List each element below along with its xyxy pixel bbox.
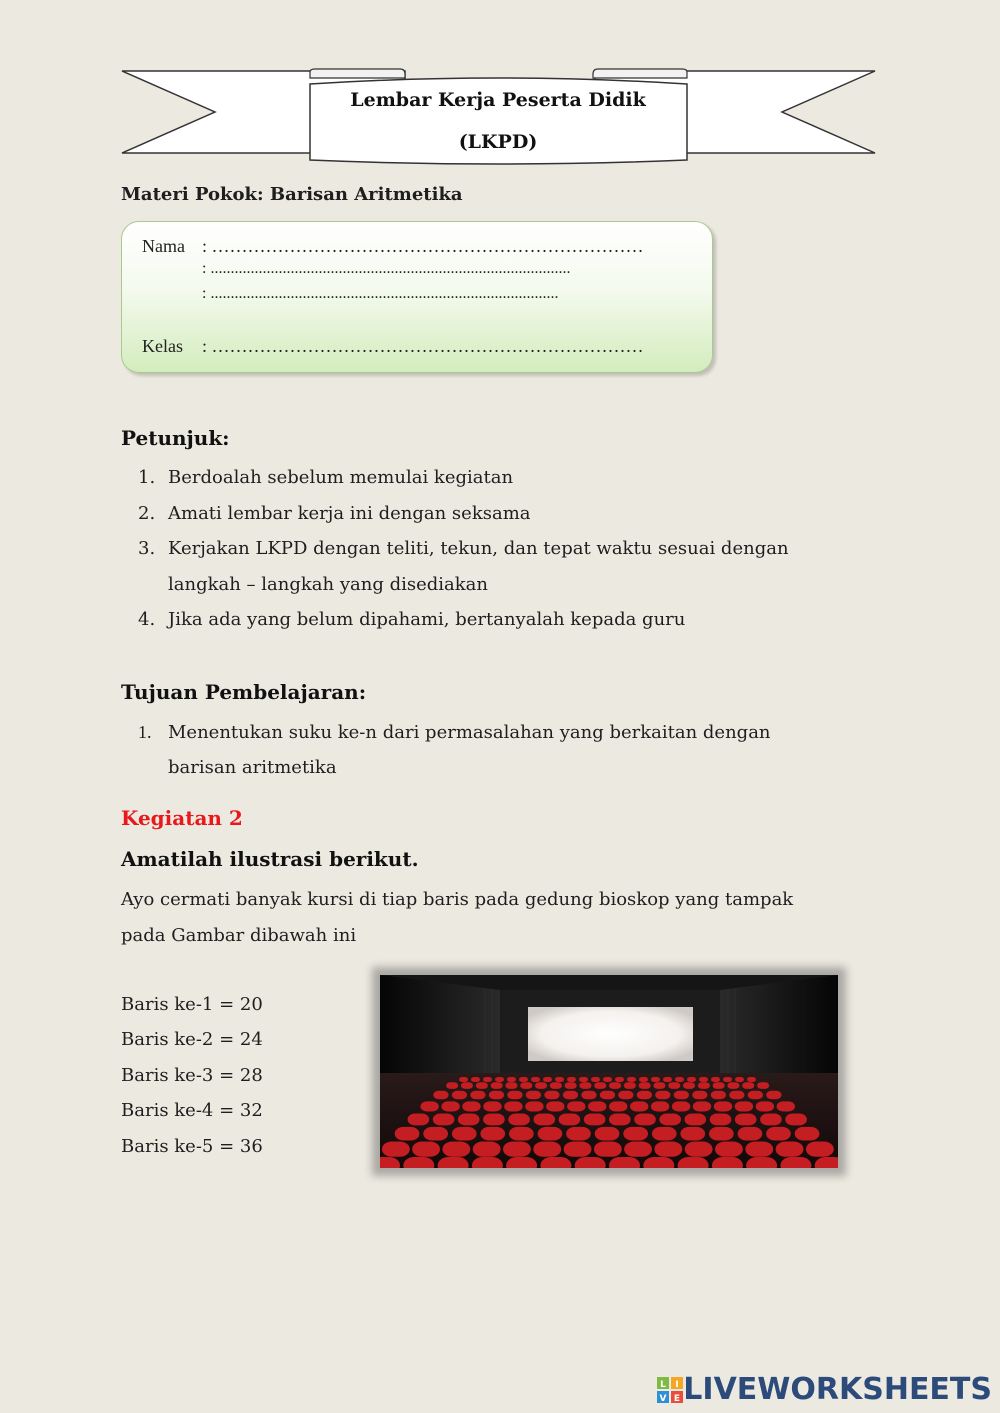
cinema-seat bbox=[382, 1142, 410, 1157]
cinema-seat bbox=[659, 1114, 681, 1126]
cinema-seat bbox=[459, 1077, 468, 1082]
cinema-seat bbox=[403, 1157, 434, 1168]
cinema-seat bbox=[525, 1101, 543, 1111]
cinema-seat bbox=[630, 1101, 648, 1111]
liveworksheets-logo-icon bbox=[657, 1377, 683, 1403]
cinema-seat bbox=[711, 1077, 720, 1082]
cinema-seat bbox=[760, 1114, 782, 1126]
objectives-heading: Tujuan Pembelajaran: bbox=[121, 680, 367, 704]
cinema-seat bbox=[651, 1077, 660, 1082]
cinema-seat bbox=[678, 1157, 709, 1168]
cinema-seat bbox=[507, 1091, 522, 1099]
cinema-seat bbox=[747, 1077, 756, 1082]
row-count-4: Baris ke-4 = 32 bbox=[121, 1100, 263, 1121]
cinema-seat bbox=[710, 1114, 732, 1126]
cinema-seat bbox=[531, 1077, 540, 1082]
cinema-seat bbox=[579, 1082, 591, 1089]
cinema-seat bbox=[643, 1157, 674, 1168]
cinema-seat bbox=[446, 1082, 458, 1089]
cinema-seat bbox=[567, 1101, 585, 1111]
cinema-seat bbox=[742, 1082, 754, 1089]
class-line[interactable]: : ……………………………………………………………… bbox=[202, 336, 644, 356]
cinema-seat bbox=[699, 1077, 708, 1082]
cinema-seat bbox=[503, 1142, 531, 1157]
cinema-seat bbox=[519, 1077, 528, 1082]
name-line-3[interactable]: : ....................................................................................... bbox=[202, 285, 559, 302]
subject-topic: Materi Pokok: Barisan Aritmetika bbox=[121, 184, 463, 205]
cinema-seat bbox=[483, 1114, 505, 1126]
cinema-seat bbox=[748, 1091, 763, 1099]
name-label: Nama bbox=[142, 236, 185, 256]
cinema-seat bbox=[713, 1082, 725, 1089]
cinema-seat bbox=[711, 1091, 726, 1099]
cinema-seat bbox=[538, 1127, 563, 1141]
cinema-seat bbox=[663, 1077, 672, 1082]
cinema-seat bbox=[412, 1142, 440, 1157]
cinema-seat bbox=[609, 1157, 640, 1168]
svg-text:E: E bbox=[674, 1393, 681, 1403]
cinema-seat bbox=[806, 1142, 834, 1157]
cinema-seat bbox=[591, 1077, 600, 1082]
cinema-seat bbox=[785, 1114, 807, 1126]
liveworksheets-wordmark: LIVEWORKSHEETS bbox=[683, 1372, 992, 1407]
cinema-seat bbox=[534, 1114, 556, 1126]
name-line-2[interactable]: : .......................................................................................... bbox=[202, 260, 571, 277]
cinema-seat bbox=[563, 1091, 578, 1099]
cinema-seat bbox=[442, 1142, 470, 1157]
cinema-seat bbox=[715, 1142, 743, 1157]
cinema-seat bbox=[480, 1127, 505, 1141]
cinema-seat bbox=[609, 1082, 621, 1089]
cinema-seat bbox=[535, 1082, 547, 1089]
cinema-seat bbox=[600, 1091, 615, 1099]
cinema-seat bbox=[756, 1101, 774, 1111]
cinema-seat bbox=[423, 1127, 448, 1141]
cinema-seat bbox=[540, 1157, 571, 1168]
activity-title: Kegiatan 2 bbox=[121, 806, 243, 830]
cinema-seat bbox=[634, 1114, 656, 1126]
cinema-seat bbox=[653, 1082, 665, 1089]
cinema-seat bbox=[533, 1142, 561, 1157]
cinema-seat bbox=[509, 1127, 534, 1141]
cinema-seat bbox=[470, 1091, 485, 1099]
cinema-seat bbox=[395, 1127, 420, 1141]
svg-text:V: V bbox=[659, 1393, 667, 1403]
cinema-seat bbox=[672, 1101, 690, 1111]
cinema-seat bbox=[506, 1157, 537, 1168]
cinema-seat bbox=[483, 1077, 492, 1082]
cinema-seat bbox=[584, 1114, 606, 1126]
cinema-seat bbox=[566, 1127, 591, 1141]
cinema-seat bbox=[452, 1091, 467, 1099]
cinema-seat bbox=[544, 1091, 559, 1099]
cinema-seat bbox=[652, 1127, 677, 1141]
cinema-seat bbox=[588, 1101, 606, 1111]
cinema-seat bbox=[526, 1091, 541, 1099]
cinema-seat bbox=[735, 1077, 744, 1082]
cinema-seat bbox=[776, 1142, 804, 1157]
cinema-seat bbox=[624, 1142, 652, 1157]
cinema-seat bbox=[461, 1082, 473, 1089]
cinema-seat bbox=[723, 1077, 732, 1082]
cinema-seat bbox=[520, 1082, 532, 1089]
cinema-seat bbox=[735, 1101, 753, 1111]
cinema-seat bbox=[581, 1091, 596, 1099]
cinema-seat bbox=[618, 1091, 633, 1099]
cinema-seat bbox=[579, 1077, 588, 1082]
cinema-seat bbox=[745, 1142, 773, 1157]
cinema-seat bbox=[550, 1082, 562, 1089]
cinema-seat bbox=[495, 1077, 504, 1082]
cinema-seat bbox=[505, 1082, 517, 1089]
liveworksheets-watermark bbox=[657, 1372, 992, 1407]
cinema-seat bbox=[757, 1082, 769, 1089]
title-ribbon-banner bbox=[115, 64, 885, 174]
svg-text:L: L bbox=[660, 1379, 667, 1390]
cinema-seat bbox=[639, 1082, 651, 1089]
cinema-seat bbox=[780, 1157, 811, 1168]
cinema-seat bbox=[441, 1101, 459, 1111]
name-line-1[interactable]: : ……………………………………………………………… bbox=[202, 236, 644, 256]
cinema-seat bbox=[458, 1114, 480, 1126]
cinema-seat bbox=[408, 1114, 430, 1126]
cinema-seat bbox=[609, 1114, 631, 1126]
cinema-seat bbox=[594, 1082, 606, 1089]
cinema-seat bbox=[483, 1101, 501, 1111]
cinema-seat bbox=[692, 1091, 707, 1099]
cinema-seat bbox=[603, 1077, 612, 1082]
cinema-seat bbox=[729, 1091, 744, 1099]
cinema-seat bbox=[623, 1127, 648, 1141]
cinema-seat bbox=[438, 1157, 469, 1168]
cinema-seat bbox=[594, 1142, 622, 1157]
cinema-seat bbox=[680, 1127, 705, 1141]
activity-paragraph-line-2: pada Gambar dibawah ini bbox=[121, 925, 357, 946]
cinema-seat bbox=[433, 1091, 448, 1099]
cinema-illustration bbox=[380, 975, 838, 1168]
cinema-seat bbox=[795, 1127, 820, 1141]
cinema-seat bbox=[471, 1077, 480, 1082]
cinema-seat bbox=[668, 1082, 680, 1089]
cinema-seat bbox=[433, 1114, 455, 1126]
cinema-seat bbox=[489, 1091, 504, 1099]
cinema-seat bbox=[462, 1101, 480, 1111]
cinema-seat bbox=[712, 1157, 743, 1168]
cinema-seat bbox=[559, 1114, 581, 1126]
cinema-seat bbox=[738, 1127, 763, 1141]
cinema-seat bbox=[476, 1082, 488, 1089]
cinema-seat bbox=[709, 1127, 734, 1141]
cinema-seat bbox=[766, 1127, 791, 1141]
cinema-seat bbox=[609, 1101, 627, 1111]
worksheet-title: Lembar Kerja Peserta Didik bbox=[350, 89, 646, 111]
cinema-seat bbox=[546, 1101, 564, 1111]
activity-paragraph-line-1: Ayo cermati banyak kursi di tiap baris pada gedung bioskop yang tampak bbox=[121, 889, 794, 910]
cinema-seat bbox=[714, 1101, 732, 1111]
cinema-seat bbox=[727, 1082, 739, 1089]
svg-text:I: I bbox=[675, 1379, 679, 1390]
cinema-seat bbox=[420, 1101, 438, 1111]
cinema-seat bbox=[683, 1082, 695, 1089]
worksheet-subtitle: (LKPD) bbox=[458, 131, 538, 153]
class-label: Kelas bbox=[142, 336, 183, 356]
cinema-seat bbox=[639, 1077, 648, 1082]
cinema-seat bbox=[491, 1082, 503, 1089]
cinema-seat bbox=[565, 1082, 577, 1089]
cinema-seat bbox=[674, 1091, 689, 1099]
cinema-seat bbox=[624, 1082, 636, 1089]
cinema-seat bbox=[473, 1142, 501, 1157]
cinema-seat bbox=[508, 1114, 530, 1126]
cinema-seat bbox=[735, 1114, 757, 1126]
cinema-seat bbox=[685, 1142, 713, 1157]
student-identity-box bbox=[121, 221, 713, 373]
cinema-seat bbox=[654, 1142, 682, 1157]
cinema-seat bbox=[655, 1091, 670, 1099]
cinema-seat bbox=[555, 1077, 564, 1082]
cinema-seat bbox=[675, 1077, 684, 1082]
cinema-seat bbox=[504, 1101, 522, 1111]
activity-subtitle: Amatilah ilustrasi berikut. bbox=[121, 847, 419, 871]
cinema-seat bbox=[543, 1077, 552, 1082]
cinema-seat bbox=[627, 1077, 636, 1082]
cinema-seat bbox=[698, 1082, 710, 1089]
row-count-5: Baris ke-5 = 36 bbox=[121, 1136, 263, 1157]
cinema-seat bbox=[472, 1157, 503, 1168]
cinema-seat bbox=[777, 1101, 795, 1111]
cinema-seat bbox=[567, 1077, 576, 1082]
cinema-seat bbox=[766, 1091, 781, 1099]
cinema-seat bbox=[452, 1127, 477, 1141]
row-count-3: Baris ke-3 = 28 bbox=[121, 1065, 263, 1086]
cinema-seat bbox=[637, 1091, 652, 1099]
cinema-seat bbox=[575, 1157, 606, 1168]
cinema-seat bbox=[564, 1142, 592, 1157]
cinema-seat bbox=[685, 1114, 707, 1126]
cinema-seat bbox=[507, 1077, 516, 1082]
instructions-heading: Petunjuk: bbox=[121, 426, 230, 450]
cinema-seat bbox=[693, 1101, 711, 1111]
cinema-seat bbox=[651, 1101, 669, 1111]
row-count-2: Baris ke-2 = 24 bbox=[121, 1029, 263, 1050]
cinema-seat bbox=[687, 1077, 696, 1082]
row-count-1: Baris ke-1 = 20 bbox=[121, 994, 263, 1015]
cinema-seat bbox=[595, 1127, 620, 1141]
cinema-seat bbox=[615, 1077, 624, 1082]
cinema-seat bbox=[746, 1157, 777, 1168]
